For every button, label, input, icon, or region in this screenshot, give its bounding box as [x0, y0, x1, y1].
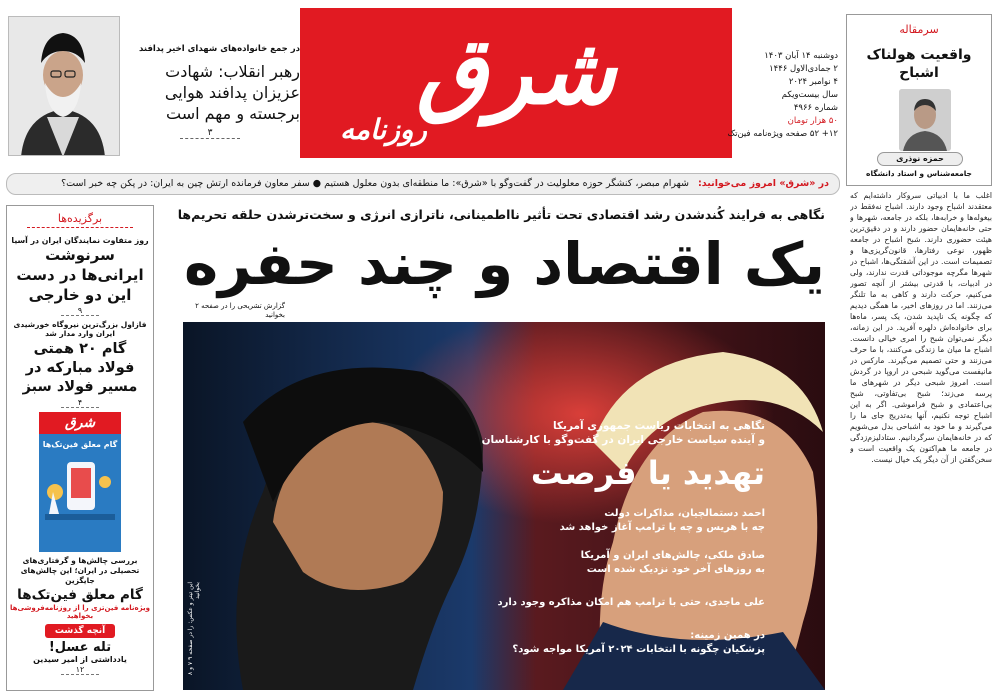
- sidebar-story3-kicker: بررسی چالش‌ها و گرفتاری‌های تحصیلی در ایران؛ این چالش‌های جایگزین: [20, 556, 140, 585]
- masthead: [300, 8, 732, 158]
- leader-story-page: ۳: [180, 128, 240, 139]
- author-name: حمزه نوذری: [877, 152, 963, 166]
- sidebar-story1-page: ۹: [61, 306, 99, 316]
- author-avatar-image: [899, 89, 951, 151]
- main-headline[interactable]: یک اقتصاد و چند حفره: [183, 230, 825, 298]
- history-label: آنچه گذشت: [45, 624, 115, 638]
- photo-q1b: چه با هریس و چه با ترامپ آغاز خواهد شد: [559, 522, 765, 533]
- ticker-items[interactable]: شهرام مبصر، کنشگر حوزه معلولیت در گفت‌وگو با «شرق»: ما منطقه‌ای بدون معلول هستیم ● سفر معاون فرمانده ارتش چین به ایران: در پکن چه خبر است؟: [61, 178, 689, 189]
- leader-story-headline[interactable]: رهبر انقلاب: شهادت عزیزان پدافند هوایی برجسته و مهم است: [164, 62, 300, 123]
- issue-info: [727, 50, 838, 141]
- leader-story[interactable]: [128, 44, 300, 139]
- supplement-cover[interactable]: [39, 412, 121, 552]
- editorial-body: اغلب ما با ادبیاتی سروکار داشته‌ایم که معتقدند اشباح وجود دارند. اشباح نه‌فقط در بیغوله‌ها و خرابه‌ها، بلکه در جامعه، شهرها و حتی خانه‌هایمان حضور دارند و در دقیق‌ترین هیئت حضوری دارند. شبح اشباح در جامعه ظهور، نوعی رفتارها، قانون‌گریزی‌ها و تصمیمات است. در این آشفتگی‌ها، اشباح در شهرها مگرچه موجوداتی قدرت ندارند، ولی در ادبیات، با قدرتی بیشتر از آنچه تصور می‌کنیم، حرکت دارند و کاهی به ما تلنگر می‌زنند. اما در روزهای اخیر، ما همگی دیدیم که چگونه یک ناپدید شدن، یک پسر، ماه‌ها برای خانواده‌اش دلهره آفرید. در این زمانه، دیگر نمی‌توان شبح را امری خیالی دانست. اشباح ما میان ما زندگی می‌کنند، با ما حرف می‌زنند و حتی تصمیم می‌گیرند. مارکس در مانیفست می‌گوید شبحی در اروپا در گردش است. امروز شبحی دیگر در شهرهای ما پرسه می‌زند؛ شبح بی‌تفاوتی، شبح بی‌اعتمادی و شبح فراموشی. اگر به این اشباح توجه نکنیم، آنها به‌تدریج جای ما را می‌گیرند و ما خود به اشباحی بدل می‌شویم که در خانه‌هایمان سرگردانیم. ستادلیزم‌زدگی در جامعه ما هم‌اکنون یک واقعیت است و سخن‌گفتن از آن دیگر یک خیال نیست.: [850, 191, 992, 464]
- issue-number: شماره ۴۹۶۶: [793, 103, 838, 113]
- main-byline: گزارش تشریحی را در صفحه ۲ بخوانید: [195, 302, 285, 319]
- sidebar-story3-headline[interactable]: گام معلق فین‌تک‌ها: [17, 587, 143, 603]
- masthead-name: شرق: [416, 17, 616, 125]
- editorial-box[interactable]: [846, 14, 992, 186]
- author-photo: [899, 89, 951, 151]
- photo-intro1: نگاهی به انتخابات ریاست جمهوری آمریکا: [552, 420, 765, 432]
- ticker-label: در «شرق» امروز می‌خوانید:: [698, 178, 829, 189]
- history-author: یادداشتی از امیر سیدین: [33, 655, 127, 664]
- masthead-subtitle: روزنامه: [340, 113, 427, 146]
- sidebar-story2-page: ۴: [61, 398, 99, 408]
- main-kicker: نگاهی به فرایند کُندشدن رشد اقتصادی تحت تأثیر نااطمینانی، ناترازی انرژی و سخت‌ترشدن حلقه تحریم‌ها: [177, 207, 825, 222]
- issue-price: ۵۰ هزار تومان: [787, 116, 838, 126]
- in-today-ticker[interactable]: [6, 173, 840, 195]
- photo-headline[interactable]: تهدید یا فرصت: [530, 454, 765, 492]
- history-page: ۱۲: [61, 665, 99, 675]
- leader-story-kicker: در جمع خانواده‌های شهدای اخیر پدافند: [138, 44, 300, 54]
- issue-year: سال بیست‌ویکم: [781, 90, 838, 100]
- sidebar-story1-headline[interactable]: سرنوشت ایرانی‌ها در دست این دو خارجی: [16, 246, 144, 304]
- photo-q2b: به روزهای آخر خود نزدیک شده است: [586, 564, 765, 575]
- supplement-illustration: [39, 452, 121, 552]
- history-title[interactable]: تله عسل!: [48, 640, 112, 655]
- photo-intro2: و آینده سیاست خارجی ایران در گفت‌وگو با کارشناسان: [481, 434, 765, 446]
- photo-q1a: احمد دستمالچیان، مذاکرات دولت: [604, 508, 765, 519]
- sidebar-section-title: برگزیده‌ها: [27, 212, 133, 228]
- sidebar-story2-headline[interactable]: گام ۲۰ همتی فولاد مبارکه در مسیر فولاد سبز: [22, 341, 138, 395]
- portrait-image: [8, 17, 119, 156]
- photo-q3: علی ماجدی، حتی با ترامپ هم امکان مذاکره وجود دارد: [497, 597, 765, 608]
- leader-photo[interactable]: [8, 16, 120, 156]
- issue-date-solar: دوشنبه ۱۴ آبان ۱۴۰۳: [764, 51, 838, 61]
- editorial-tag: سرمقاله: [899, 23, 939, 36]
- sidebar-highlights: [6, 205, 154, 691]
- photo-q4b: پزشکیان چگونه با انتخابات ۲۰۲۴ آمریکا مواجه شود؟: [512, 644, 765, 655]
- editorial-title[interactable]: واقعیت هولناک اشباح: [866, 47, 972, 81]
- photo-q2a: صادق ملکی، چالش‌های ایران و آمریکا: [580, 550, 765, 561]
- issue-date-greg: ۴ نوامبر ۲۰۲۴: [788, 77, 838, 87]
- sidebar-story1-kicker: روز متفاوت نمایندگان ایران در آسیا: [11, 236, 149, 245]
- sidebar-story3-note: ویژه‌نامه فین‌تزی را از روزنامه‌فروشی‌ها بخواهید: [9, 604, 151, 620]
- photo-credit: این تیتر و عکس: را در صفحه ۹ ۷ و ۸ بخوانید: [187, 582, 201, 676]
- issue-date-lunar: ۲ جمادی‌الاول ۱۴۴۶: [769, 64, 838, 74]
- supplement-masthead: شرق: [39, 412, 121, 434]
- author-role: جامعه‌شناس و استاد دانشگاه: [866, 169, 972, 178]
- sidebar-story2-kicker: فازاول بزرگ‌ترین نیروگاه خورشیدی ایران وارد مدار شد: [13, 320, 147, 338]
- issue-pages: ۱۲+ ۵۲ صفحه ویژه‌نامه فین‌تک: [727, 129, 838, 139]
- election-photo[interactable]: [183, 322, 825, 690]
- photo-q4a: در همین زمینه:: [690, 630, 765, 641]
- supplement-title: گام معلق فین‌تک‌ها: [42, 440, 118, 449]
